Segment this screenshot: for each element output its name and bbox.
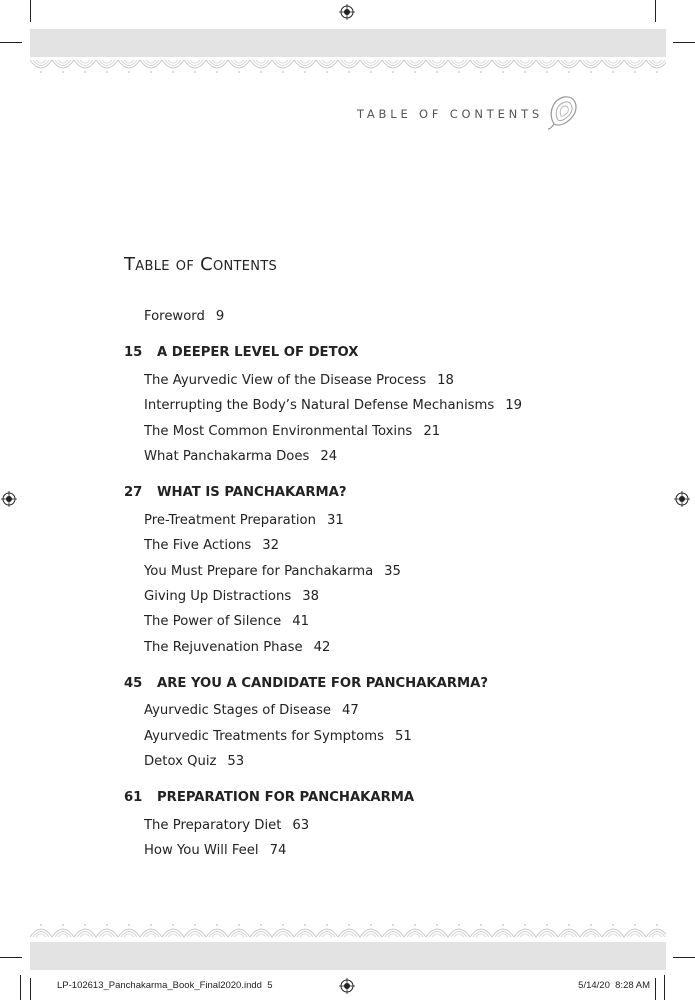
- toc-entry[interactable]: [144, 538, 279, 553]
- entry-page: 74: [269, 843, 287, 858]
- chapter-title: ARE YOU A CANDIDATE FOR PANCHAKARMA?: [157, 676, 488, 691]
- entry-label: Detox Quiz: [144, 754, 217, 769]
- entry-page: 21: [423, 424, 441, 439]
- crop-mark-top-right-h: [673, 42, 695, 43]
- chapter-title: A DEEPER LEVEL OF DETOX: [157, 345, 359, 360]
- top-scallop-ornament-icon: [30, 56, 666, 76]
- toc-entry[interactable]: [144, 398, 522, 413]
- toc-entry[interactable]: [144, 703, 359, 718]
- entry-label: How You Will Feel: [144, 843, 259, 858]
- chapter-page: 27: [124, 485, 143, 500]
- toc-entry-foreword[interactable]: [144, 309, 224, 324]
- slug-date: 5/14/20: [578, 980, 610, 991]
- toc-entry[interactable]: [144, 449, 337, 464]
- slug-page: 5: [267, 980, 273, 991]
- top-gray-band: [30, 29, 666, 57]
- toc-entry[interactable]: [144, 373, 454, 388]
- chapter-page: 45: [124, 676, 143, 691]
- entry-page: 63: [292, 818, 310, 833]
- crop-mark-top-left-h: [0, 42, 22, 43]
- registration-mark-left-icon: [1, 491, 17, 507]
- entry-label: The Ayurvedic View of the Disease Process: [144, 373, 427, 388]
- crop-mark-top-left-v: [30, 0, 31, 22]
- toc-entry[interactable]: [144, 589, 319, 604]
- slug-filename: LP-102613_Panchakarma_Book_Final2020.indd: [57, 980, 262, 991]
- chapter-title: PREPARATION FOR PANCHAKARMA: [157, 790, 415, 805]
- crop-mark-bottom-left-v: [30, 978, 31, 1000]
- page-title: Table of Contents: [124, 254, 278, 275]
- entry-page: 42: [313, 640, 331, 655]
- entry-page: 41: [292, 614, 310, 629]
- entry-page: 19: [505, 398, 522, 413]
- toc-entry[interactable]: [144, 843, 286, 858]
- entry-page: 31: [327, 513, 344, 528]
- entry-label: Interrupting the Body’s Natural Defense Mechanisms: [144, 398, 495, 413]
- entry-page: 51: [394, 729, 412, 744]
- slug-bar-left: [20, 975, 21, 1000]
- entry-label: What Panchakarma Does: [144, 449, 310, 464]
- entry-page: 35: [384, 564, 401, 579]
- entry-label: The Preparatory Diet: [144, 818, 282, 833]
- chapter-heading[interactable]: [124, 676, 488, 691]
- entry-label: Ayurvedic Treatments for Symptoms: [144, 729, 384, 744]
- entry-label: The Most Common Environmental Toxins: [144, 424, 413, 439]
- slug-bar-right: [664, 975, 665, 1000]
- running-head: TABLE OF CONTENTS: [356, 107, 543, 121]
- bottom-scallop-ornament-icon: [30, 921, 666, 941]
- registration-mark-top-icon: [339, 4, 355, 20]
- toc-entry[interactable]: [144, 640, 330, 655]
- chapter-heading[interactable]: [124, 485, 347, 500]
- toc-entry[interactable]: [144, 754, 244, 769]
- chapter-heading[interactable]: [124, 345, 358, 360]
- chapter-page: 15: [124, 345, 143, 360]
- entry-page: 47: [342, 703, 359, 718]
- entry-label: Giving Up Distractions: [144, 589, 292, 604]
- toc-entry[interactable]: [144, 818, 309, 833]
- entry-label: You Must Prepare for Panchakarma: [144, 564, 374, 579]
- slug-datetime: [578, 980, 650, 991]
- crop-mark-bottom-right-v: [655, 978, 656, 1000]
- slug-file-info: [57, 980, 273, 991]
- entry-page: 53: [227, 754, 245, 769]
- entry-label: Pre-Treatment Preparation: [144, 513, 316, 528]
- bottom-gray-band: [30, 942, 666, 970]
- registration-mark-right-icon: [674, 491, 690, 507]
- entry-page: 18: [437, 373, 454, 388]
- crop-mark-bottom-right-h: [673, 957, 695, 958]
- slug-time: 8:28 AM: [615, 980, 650, 991]
- entry-label: The Five Actions: [144, 538, 252, 553]
- toc-entry[interactable]: [144, 564, 401, 579]
- entry-page: 38: [302, 589, 320, 604]
- registration-mark-bottom-icon: [339, 978, 355, 994]
- entry-page: 9: [215, 309, 225, 324]
- entry-label: The Power of Silence: [144, 614, 282, 629]
- toc-entry[interactable]: [144, 614, 309, 629]
- entry-label: Foreword: [144, 309, 205, 324]
- entry-label: Ayurvedic Stages of Disease: [144, 703, 332, 718]
- paisley-ornament-icon: [548, 94, 580, 130]
- toc-entry[interactable]: [144, 729, 412, 744]
- crop-mark-top-right-v: [655, 0, 656, 22]
- entry-page: 24: [320, 449, 338, 464]
- toc-entry[interactable]: [144, 424, 440, 439]
- crop-mark-bottom-left-h: [0, 957, 22, 958]
- chapter-heading[interactable]: [124, 790, 414, 805]
- entry-page: 32: [262, 538, 280, 553]
- entry-label: The Rejuvenation Phase: [144, 640, 303, 655]
- toc-entry[interactable]: [144, 513, 344, 528]
- chapter-title: WHAT IS PANCHAKARMA?: [157, 485, 347, 500]
- chapter-page: 61: [124, 790, 143, 805]
